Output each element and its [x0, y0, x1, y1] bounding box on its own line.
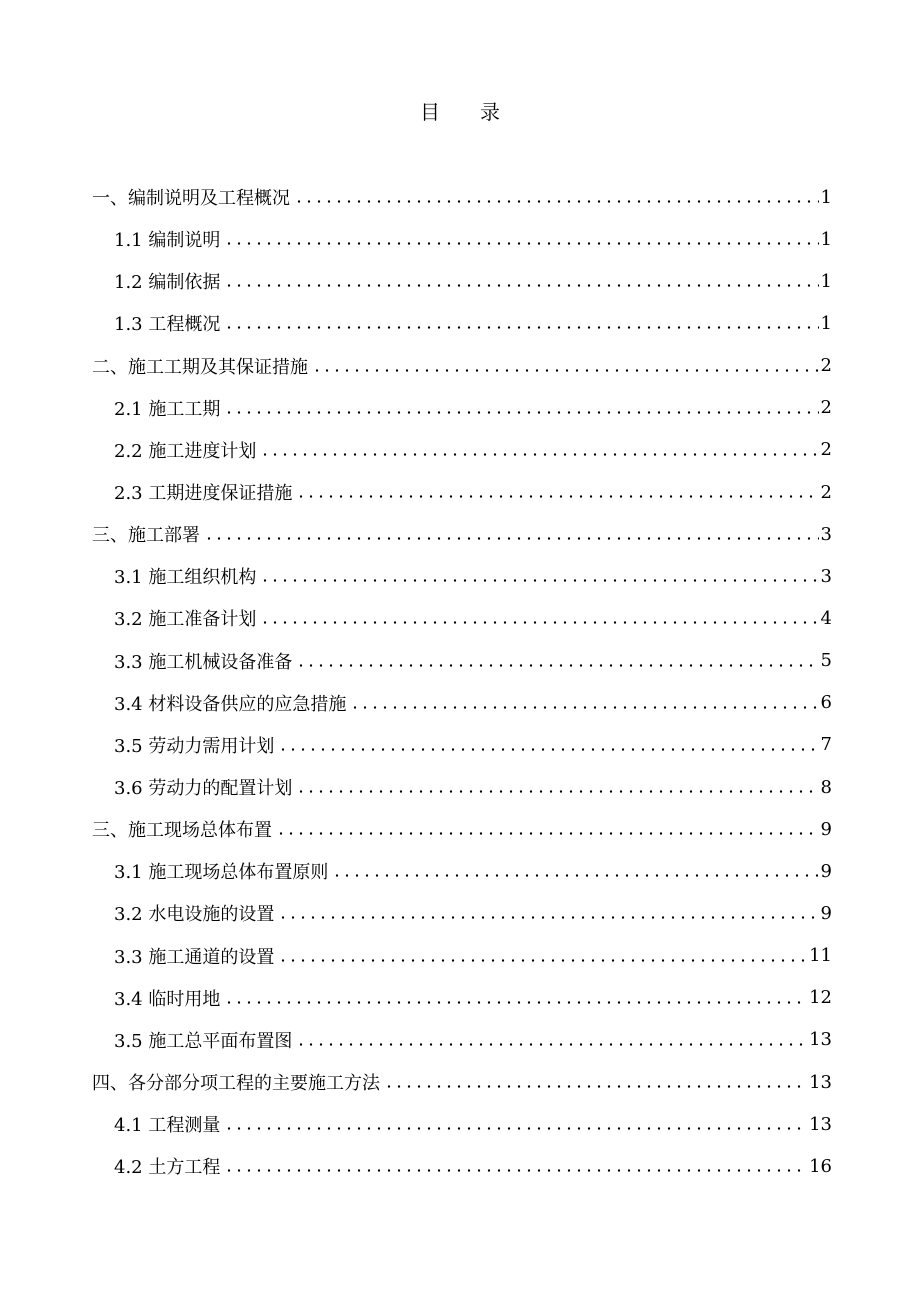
toc-entry-page-number: 13	[809, 1113, 832, 1135]
dot-leader	[260, 567, 818, 585]
toc-entry[interactable]	[92, 302, 832, 344]
toc-entry-title: 3.4 材料设备供应的应急措施	[114, 690, 348, 716]
toc-entry-page-number: 9	[820, 902, 832, 924]
toc-entry[interactable]	[92, 345, 832, 387]
toc-entry-title: 二、施工工期及其保证措施	[92, 353, 310, 379]
toc-entry-title: 3.3 施工机械设备准备	[114, 648, 294, 674]
toc-entry-page-number: 1	[820, 312, 832, 334]
dot-leader	[384, 1073, 807, 1091]
dot-leader	[332, 862, 818, 880]
dot-leader	[278, 947, 807, 965]
toc-entry-page-number: 2	[820, 355, 832, 377]
dot-leader	[204, 525, 819, 543]
toc-entry-title: 3.6 劳动力的配置计划	[114, 774, 294, 800]
toc-entry-title: 3.5 施工总平面布置图	[114, 1027, 294, 1053]
toc-entry-title: 一、编制说明及工程概况	[92, 184, 292, 210]
dot-leader	[224, 989, 807, 1007]
toc-entry-page-number: 13	[809, 1029, 832, 1051]
toc-entry[interactable]	[92, 218, 832, 260]
dot-leader	[224, 1115, 807, 1133]
toc-entry[interactable]	[92, 1019, 832, 1061]
toc-entry-page-number: 3	[820, 565, 832, 587]
toc-entry-title: 3.1 施工组织机构	[114, 563, 258, 589]
dot-leader	[276, 820, 819, 838]
toc-entry[interactable]	[92, 808, 832, 850]
dot-leader	[312, 357, 819, 375]
toc-entry[interactable]	[92, 429, 832, 471]
toc-entry-page-number: 9	[820, 860, 832, 882]
toc-entry-title: 3.5 劳动力需用计划	[114, 732, 276, 758]
toc-entry-title: 2.3 工期进度保证措施	[114, 479, 294, 505]
toc-entry[interactable]	[92, 850, 832, 892]
dot-leader	[224, 272, 818, 290]
toc-entry-title: 4.1 工程测量	[114, 1111, 222, 1137]
table-of-contents	[92, 176, 832, 1187]
toc-entry[interactable]	[92, 597, 832, 639]
dot-leader	[260, 609, 818, 627]
toc-entry[interactable]	[92, 892, 832, 934]
toc-entry-page-number: 13	[809, 1071, 832, 1093]
toc-entry[interactable]	[92, 387, 832, 429]
toc-entry[interactable]	[92, 471, 832, 513]
toc-entry[interactable]	[92, 555, 832, 597]
toc-entry[interactable]	[92, 1145, 832, 1187]
toc-entry-page-number: 8	[820, 776, 832, 798]
toc-entry-title: 四、各分部分项工程的主要施工方法	[92, 1069, 382, 1095]
toc-entry-page-number: 16	[809, 1155, 832, 1177]
dot-leader	[294, 188, 819, 206]
toc-entry-page-number: 7	[820, 734, 832, 756]
toc-entry-page-number: 2	[820, 439, 832, 461]
toc-entry[interactable]	[92, 1061, 832, 1103]
toc-entry[interactable]	[92, 977, 832, 1019]
toc-title-char-1: 目	[420, 100, 440, 124]
toc-title-char-2: 录	[480, 100, 500, 124]
toc-entry-page-number: 11	[809, 945, 832, 967]
dot-leader	[224, 1157, 807, 1175]
toc-entry-page-number: 9	[820, 818, 832, 840]
dot-leader	[224, 399, 818, 417]
toc-entry[interactable]	[92, 513, 832, 555]
toc-entry-title: 1.1 编制说明	[114, 226, 222, 252]
toc-entry-title: 3.2 水电设施的设置	[114, 900, 276, 926]
toc-entry-page-number: 12	[809, 987, 832, 1009]
toc-entry-page-number: 5	[820, 650, 832, 672]
dot-leader	[224, 314, 818, 332]
toc-title	[0, 96, 920, 125]
toc-entry-title: 3.1 施工现场总体布置原则	[114, 858, 330, 884]
toc-entry-title: 三、施工部署	[92, 521, 202, 547]
toc-entry-page-number: 1	[820, 186, 832, 208]
toc-entry[interactable]	[92, 682, 832, 724]
toc-entry-title: 2.2 施工进度计划	[114, 437, 258, 463]
toc-entry-page-number: 6	[820, 692, 832, 714]
dot-leader	[278, 736, 818, 754]
toc-entry[interactable]	[92, 766, 832, 808]
toc-entry-title: 4.2 土方工程	[114, 1153, 222, 1179]
toc-entry-title: 三、施工现场总体布置	[92, 816, 274, 842]
toc-entry-page-number: 2	[820, 481, 832, 503]
toc-entry-title: 3.3 施工通道的设置	[114, 943, 276, 969]
dot-leader	[278, 904, 818, 922]
dot-leader	[296, 652, 818, 670]
dot-leader	[296, 778, 818, 796]
toc-entry[interactable]	[92, 176, 832, 218]
toc-entry[interactable]	[92, 724, 832, 766]
toc-entry-page-number: 2	[820, 397, 832, 419]
toc-entry-title: 1.3 工程概况	[114, 310, 222, 336]
toc-entry[interactable]	[92, 1103, 832, 1145]
toc-entry-title: 2.1 施工工期	[114, 395, 222, 421]
toc-entry[interactable]	[92, 260, 832, 302]
toc-entry-page-number: 1	[820, 270, 832, 292]
dot-leader	[296, 483, 818, 501]
toc-entry-page-number: 1	[820, 228, 832, 250]
dot-leader	[224, 230, 818, 248]
dot-leader	[350, 694, 818, 712]
dot-leader	[296, 1031, 807, 1049]
toc-entry-title: 3.4 临时用地	[114, 985, 222, 1011]
dot-leader	[260, 441, 818, 459]
toc-entry-title: 1.2 编制依据	[114, 268, 222, 294]
toc-entry-title: 3.2 施工准备计划	[114, 605, 258, 631]
toc-entry[interactable]	[92, 935, 832, 977]
toc-entry[interactable]	[92, 640, 832, 682]
toc-entry-page-number: 3	[820, 523, 832, 545]
toc-entry-page-number: 4	[820, 607, 832, 629]
